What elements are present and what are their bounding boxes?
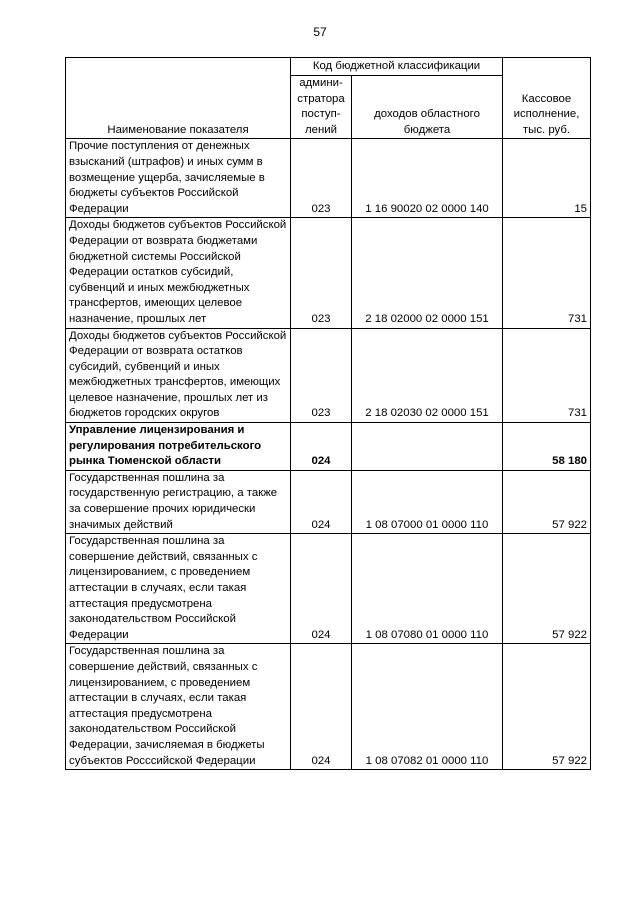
table-row bbox=[66, 139, 591, 218]
row-admin-code: 024 bbox=[291, 470, 352, 533]
table-row bbox=[66, 644, 591, 770]
row-income-code: 2 18 02030 02 0000 151 bbox=[352, 328, 503, 423]
row-income-code: 1 16 90020 02 0000 140 bbox=[352, 139, 503, 218]
table-row bbox=[66, 423, 591, 471]
table-row bbox=[66, 218, 591, 328]
row-income-code: 2 18 02000 02 0000 151 bbox=[352, 218, 503, 328]
row-admin-code: 024 bbox=[291, 423, 352, 471]
header-budget-code-group: Код бюджетной классификации bbox=[291, 58, 503, 76]
row-name: Доходы бюджетов субъектов Российской Федерации от возврата остатков субсидий, субвенций и иных межбюджетных трансфертов, имеющих целевое назначение, прошлых лет из бюджетов городских округов bbox=[66, 328, 291, 423]
header-administrator: админи-стратора поступ-лений bbox=[291, 76, 352, 139]
row-admin-code: 023 bbox=[291, 139, 352, 218]
row-income-code: 1 08 07080 01 0000 110 bbox=[352, 534, 503, 644]
header-cash-execution: Кассовое исполнение, тыс. руб. bbox=[503, 58, 591, 139]
row-income-code: 1 08 07000 01 0000 110 bbox=[352, 470, 503, 533]
row-amount: 731 bbox=[503, 328, 591, 423]
row-amount: 57 922 bbox=[503, 534, 591, 644]
table-row bbox=[66, 470, 591, 533]
row-name: Государственная пошлина за совершение действий, связанных с лицензированием, с проведением аттестации в случаях, если такая аттестация предусмотрена законодательством Российской Федерации bbox=[66, 534, 291, 644]
row-amount: 731 bbox=[503, 218, 591, 328]
row-amount: 57 922 bbox=[503, 470, 591, 533]
budget-classification-table bbox=[65, 57, 591, 770]
row-admin-code: 024 bbox=[291, 534, 352, 644]
row-name: Прочие поступления от денежных взысканий (штрафов) и иных сумм в возмещение ущерба, зачисляемые в бюджеты субъектов Российской Федерации bbox=[66, 139, 291, 218]
row-income-code: 1 08 07082 01 0000 110 bbox=[352, 644, 503, 770]
page-number: 57 bbox=[313, 25, 327, 39]
row-income-code bbox=[352, 423, 503, 471]
row-name: Управление лицензирования и регулирования потребительского рынка Тюменской области bbox=[66, 423, 291, 471]
row-admin-code: 023 bbox=[291, 328, 352, 423]
row-amount: 15 bbox=[503, 139, 591, 218]
row-amount: 58 180 bbox=[503, 423, 591, 471]
table-row bbox=[66, 328, 591, 423]
header-regional-income: доходов областного бюджета bbox=[352, 76, 503, 139]
row-amount: 57 922 bbox=[503, 644, 591, 770]
header-indicator-name: Наименование показателя bbox=[66, 58, 291, 139]
row-name: Доходы бюджетов субъектов Российской Федерации от возврата бюджетами бюджетной системы Российской Федерации остатков субсидий, субвенций и иных межбюджетных трансфертов, имеющих целевое назначение, прошлых лет bbox=[66, 218, 291, 328]
row-name: Государственная пошлина за совершение действий, связанных с лицензированием, с проведением аттестации в случаях, если такая аттестация предусмотрена законодательством Российской Федерации, зачисляемая в бюджеты субъектов Росссийской Федерации bbox=[66, 644, 291, 770]
table-row bbox=[66, 534, 591, 644]
row-admin-code: 023 bbox=[291, 218, 352, 328]
row-name: Государственная пошлина за государственную регистрацию, а также за совершение прочих юридически значимых действий bbox=[66, 470, 291, 533]
row-admin-code: 024 bbox=[291, 644, 352, 770]
